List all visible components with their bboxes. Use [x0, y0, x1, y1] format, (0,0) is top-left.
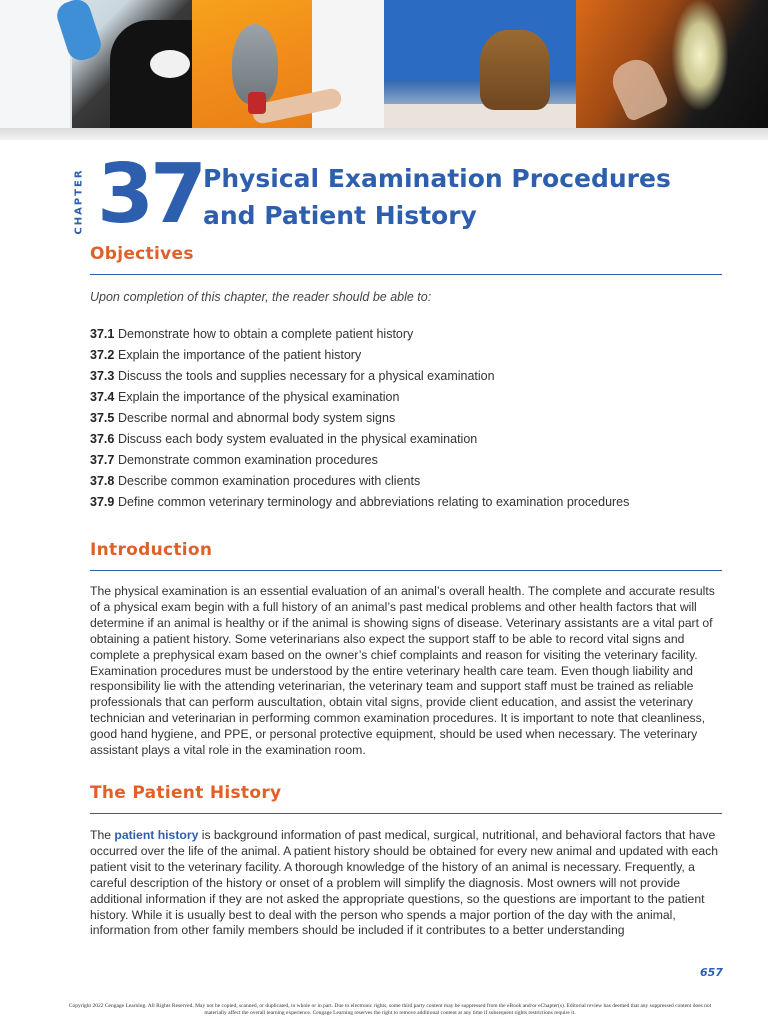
patient-history-rule [90, 813, 722, 814]
objective-number: 37.1 [90, 327, 115, 341]
photo-banner [0, 0, 768, 128]
list-item [90, 431, 730, 452]
objective-text: Discuss the tools and supplies necessary for a physical examination [118, 369, 495, 383]
objectives-heading: Objectives [90, 244, 194, 264]
objective-number: 37.4 [90, 390, 115, 404]
chapter-number: 37 [97, 147, 204, 242]
list-item [90, 494, 730, 515]
paragraph-lead-text: The [90, 828, 115, 842]
list-item [90, 326, 730, 347]
objective-number: 37.9 [90, 495, 115, 509]
objectives-lead: Upon completion of this chapter, the reader should be able to: [90, 290, 432, 304]
page-number: 657 [700, 966, 723, 979]
copyright-notice: Copyright 2022 Cengage Learning. All Rights Reserved. May not be copied, scanned, or duplicated, in whole or in part. Due to electronic rights, some third party content may be suppressed from the eBook and/or eChapter(s). Editorial review has deemed that any suppressed content does not materially affect the overall learning experience. Cengage Learning reserves the right to remove additional content at any time if subsequent rights restrictions require it. [68, 1003, 712, 1017]
objective-text: Define common veterinary terminology and abbreviations relating to examination procedures [118, 495, 630, 509]
objective-text: Describe common examination procedures with clients [118, 474, 421, 488]
photo-vet-with-cow [0, 0, 192, 128]
list-item [90, 452, 730, 473]
objective-number: 37.6 [90, 432, 115, 446]
objectives-list [90, 326, 730, 515]
objective-number: 37.7 [90, 453, 115, 467]
photo-parrot [192, 0, 384, 128]
introduction-paragraph: The physical examination is an essential evaluation of an animal’s overall health. The complete and accurate results of a physical exam begin with a full history of an animal’s past medical problems and other health factors that will determine if an animal is healthy or if the animal is showing signs of disease. Veterinary assistants are a vital part of obtaining a patient history. Some veterinarians also expect the support staff to be able to record vital signs and complete a prephysical exam based on the owner’s chief complaints and reason for visiting the veterinary facility. Examination procedures must be understood by the entire veterinary health care team. Even though liability and responsibility lie with the attending veterinarian, the veterinary team and support staff must be trained as reliable professionals that can perform auscultation, obtain vital signs, provide client education, and assist the veterinary technician and veterinarian in performing common examination procedures. It is important to note that cleanliness, good hand hygiene, and PPE, or personal protective equipment, should be used when necessary. The veterinary assistant plays a vital role in the examination room. [90, 584, 715, 758]
objective-number: 37.3 [90, 369, 115, 383]
photo-xray [576, 0, 768, 128]
banner-divider [0, 128, 768, 140]
objective-text: Demonstrate common examination procedures [118, 453, 378, 467]
chapter-label: CHAPTER [73, 168, 85, 235]
patient-history-heading: The Patient History [90, 783, 282, 803]
chapter-title: Physical Examination Procedures and Patient History [203, 164, 671, 230]
list-item [90, 389, 730, 410]
objective-text: Describe normal and abnormal body system signs [118, 411, 396, 425]
photo-cat-injection [384, 0, 576, 128]
objective-number: 37.8 [90, 474, 115, 488]
list-item [90, 347, 730, 368]
objective-number: 37.5 [90, 411, 115, 425]
objective-number: 37.2 [90, 348, 115, 362]
list-item [90, 410, 730, 431]
keyword-patient-history: patient history [114, 828, 199, 842]
objective-text: Demonstrate how to obtain a complete patient history [118, 327, 414, 341]
list-item [90, 473, 730, 494]
objectives-rule [90, 274, 722, 275]
introduction-rule [90, 570, 722, 571]
introduction-heading: Introduction [90, 540, 213, 560]
patient-history-paragraph [90, 828, 722, 939]
objective-text: Explain the importance of the physical examination [118, 390, 400, 404]
list-item [90, 368, 730, 389]
objective-text: Explain the importance of the patient history [118, 348, 362, 362]
objective-text: Discuss each body system evaluated in the physical examination [118, 432, 478, 446]
paragraph-text: is background information of past medical, surgical, nutritional, and behavioral factors that have occurred over the life of the animal. A patient history should be obtained for every new animal and updated with each patient visit to the veterinary facility. A thorough knowledge of the history of an animal is necessary. Frequently, a careful description of the history or onset of a problem will simplify the diagnosis. Most owners will not provide additional information if they are not asked the appropriate questions, so the questions are important to the patient history. While it is usually best to deal with the person who spends a major portion of the day with the animal, information from other family members should be included if it contributes to a better understanding [90, 828, 719, 938]
